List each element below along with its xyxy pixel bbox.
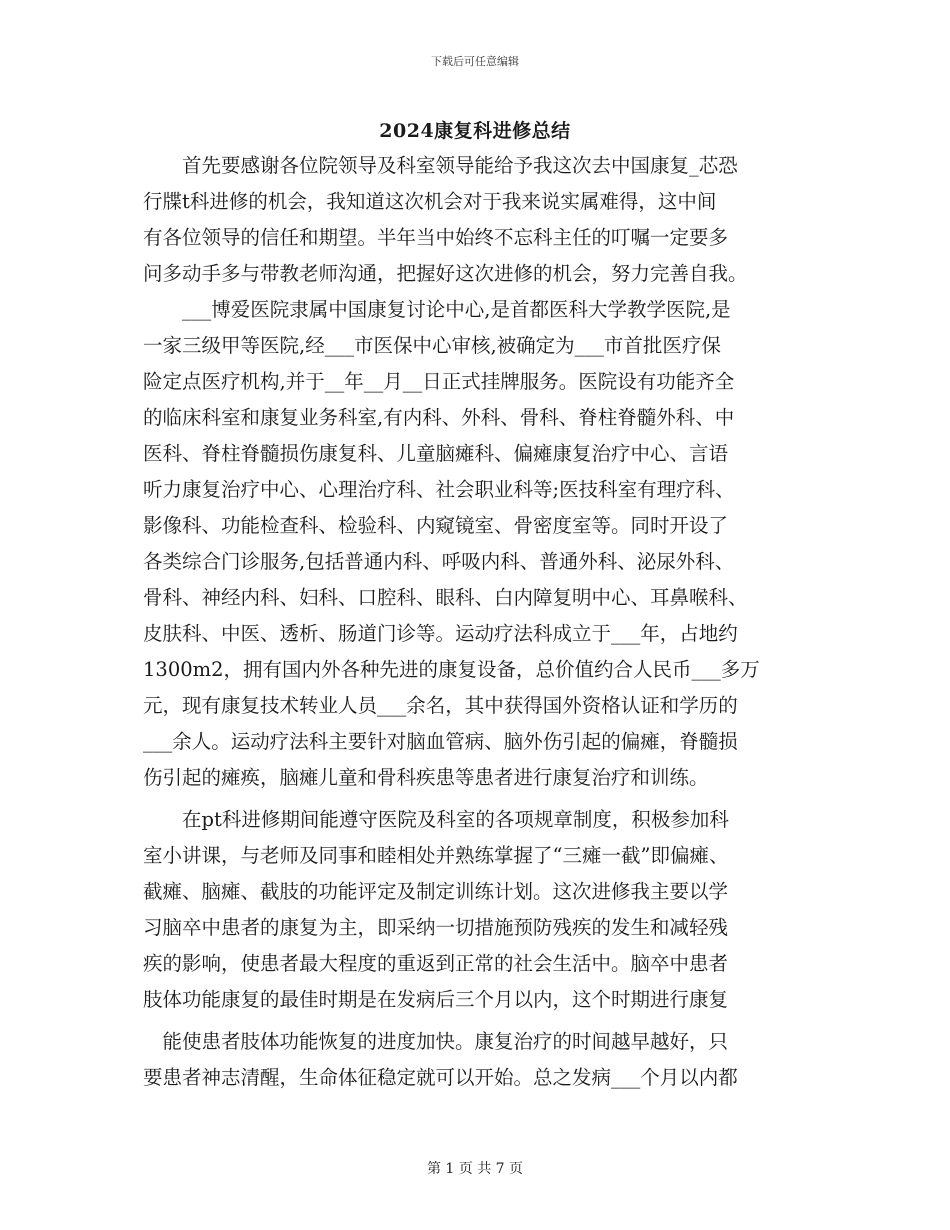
page-header-note: 下载后可任意编辑 — [431, 55, 519, 68]
body-line: 1300m2，拥有国内外各种先进的康复设备，总价值约合人民币___多万 — [143, 658, 760, 681]
body-line: 有各位领导的信任和期望。半年当中始终不忘科主任的叮嘱一定要多 — [143, 226, 729, 249]
body-line: ___余人。运动疗法科主要针对脑血管病、脑外伤引起的偏瘫，脊髓损 — [143, 730, 738, 753]
body-line: 习脑卒中患者的康复为主，即采纳一切措施预防残疾的发生和减轻残 — [143, 916, 729, 939]
body-line: 肢体功能康复的最佳时期是在发病后三个月以内，这个时期进行康复 — [143, 988, 729, 1011]
body-line: 首先要感谢各位院领导及科室领导能给予我这次去中国康复_芯恐 — [143, 154, 738, 177]
body-line: 问多动手多与带教老师沟通，把握好这次进修的机会，努力完善自我。 — [143, 262, 748, 285]
body-line: 一家三级甲等医院,经___市医保中心审核,被确定为___市首批医疗保 — [143, 334, 721, 357]
body-line: 室小讲课，与老师及同事和睦相处并熟练掌握了“三瘫一截”即偏瘫、 — [143, 844, 729, 867]
body-line: 截瘫、脑瘫、截肢的功能评定及制定训练计划。这次进修我主要以学 — [143, 880, 729, 903]
body-line: 元，现有康复技术转业人员___余名，其中获得国外资格认证和学历的 — [143, 694, 738, 717]
page-number: 第 1 页 共 7 页 — [426, 1161, 524, 1177]
body-line: 伤引起的瘫痪，脑瘫儿童和骨科疾患等患者进行康复治疗和训练。 — [143, 766, 709, 789]
document-body — [143, 148, 813, 1096]
body-line: 在pt科进修期间能遵守医院及科室的各项规章制度，积极参加科 — [143, 808, 729, 831]
body-line: 险定点医疗机构,并于__年__月__日正式挂牌服务。医院设有功能齐全 — [143, 370, 735, 393]
body-line: 行牒t科进修的机会，我知道这次机会对于我来说实属难得，这中间 — [143, 190, 717, 213]
body-line: 各类综合门诊服务,包括普通内科、呼吸内科、普通外科、泌尿外科、 — [143, 550, 735, 573]
body-line: 骨科、神经内科、妇科、口腔科、眼科、白内障复明中心、耳鼻喉科、 — [143, 586, 748, 609]
body-line: 疾的影响，使患者最大程度的重返到正常的社会生活中。脑卒中患者 — [143, 952, 729, 975]
body-line: 的临床科室和康复业务科室,有内科、外科、骨科、脊柱脊髓外科、中 — [143, 406, 735, 429]
body-line: 能使患者肢体功能恢复的进度加快。康复治疗的时间越早越好，只 — [143, 1030, 729, 1053]
body-line: 皮肤科、中医、透析、肠道门诊等。运动疗法科成立于___年，占地约 — [143, 622, 738, 645]
body-line: 听力康复治疗中心、心理治疗科、社会职业科等;医技科室有理疗科、 — [143, 478, 735, 501]
document-title: 2024康复科进修总结 — [379, 120, 571, 142]
body-line: ___博爱医院隶属中国康复讨论中心,是首都医科大学教学医院,是 — [143, 298, 731, 321]
body-line: 影像科、功能检查科、检验科、内窥镜室、骨密度室等。同时开设了 — [143, 514, 729, 537]
body-line: 医科、脊柱脊髓损伤康复科、儿童脑瘫科、偏瘫康复治疗中心、言语 — [143, 442, 729, 465]
body-line: 要患者神志清醒，生命体征稳定就可以开始。总之发病___个月以内都 — [143, 1066, 738, 1089]
